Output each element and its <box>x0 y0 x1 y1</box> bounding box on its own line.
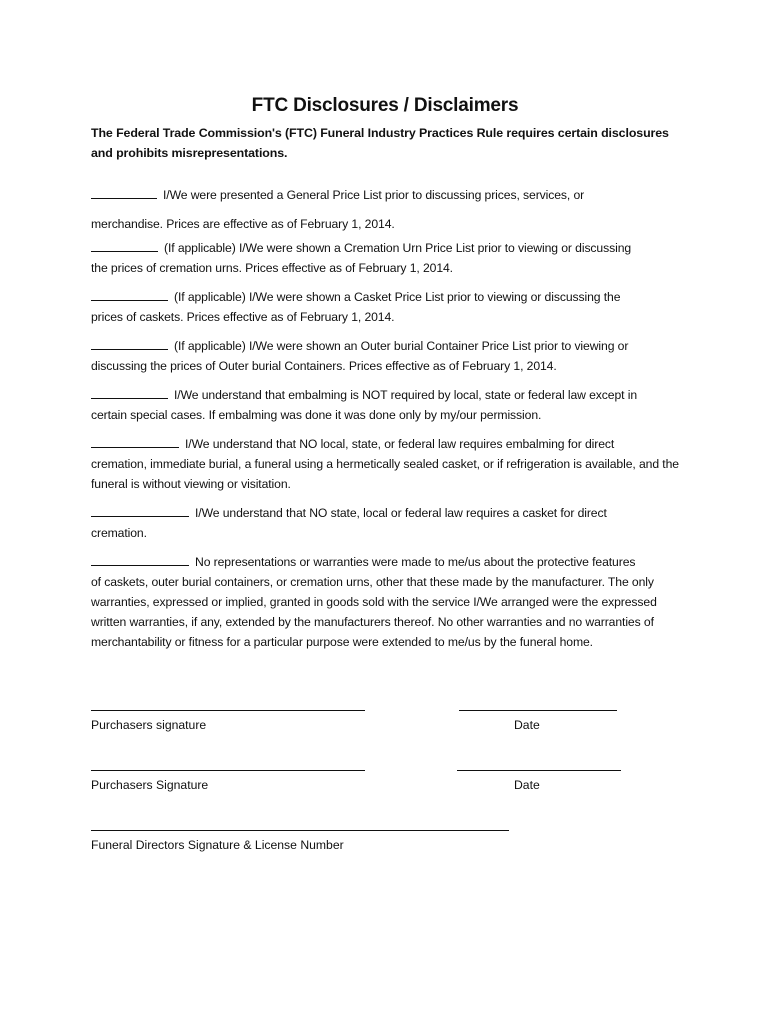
item-text-rest: cremation. <box>91 526 147 540</box>
date-line-1[interactable] <box>459 710 617 711</box>
disclosure-item-warranties <box>91 552 689 652</box>
item-text-line1: (If applicable) I/We were shown a Casket Price List prior to viewing or discussing the <box>174 290 621 304</box>
date-line-2[interactable] <box>457 770 621 771</box>
item-text-rest: certain special cases. If embalming was done it was done only by my/our permission. <box>91 408 542 422</box>
item-text-rest: merchandise. Prices are effective as of February 1, 2014. <box>91 217 395 231</box>
initials-blank[interactable] <box>91 336 168 350</box>
item-text-line1: (If applicable) I/We were shown a Cremation Urn Price List prior to viewing or discussing <box>164 241 632 255</box>
date-label-2: Date <box>514 778 540 792</box>
item-text-line1: I/We understand that NO state, local or federal law requires a casket for direct <box>195 506 607 520</box>
director-signature-line[interactable] <box>91 830 509 831</box>
page-title: FTC Disclosures / Disclaimers <box>251 95 519 116</box>
item-text-line1: No representations or warranties were made to me/us about the protective features <box>195 555 636 569</box>
intro-paragraph: The Federal Trade Commission's (FTC) Funeral Industry Practices Rule requires certain disclosures and prohibits misrepresentations. <box>91 126 669 160</box>
item-text-rest: discussing the prices of Outer burial Containers. Prices effective as of February 1, 2014. <box>91 359 557 373</box>
disclosure-item-casket <box>91 287 689 327</box>
initials-blank[interactable] <box>91 434 179 448</box>
item-text-line1: I/We understand that embalming is NOT required by local, state or federal law except in <box>174 388 638 402</box>
item-text-line1: I/We were presented a General Price List prior to discussing prices, services, or <box>163 188 585 202</box>
disclosure-item-embalming <box>91 385 689 425</box>
purchaser-signature-line-1[interactable] <box>91 710 365 711</box>
purchaser-signature-line-2[interactable] <box>91 770 365 771</box>
initials-blank[interactable] <box>91 287 168 301</box>
initials-blank[interactable] <box>91 238 158 252</box>
initials-blank[interactable] <box>91 503 189 517</box>
item-text-line1: (If applicable) I/We were shown an Outer burial Container Price List prior to viewing or <box>174 339 629 353</box>
item-text-line1: I/We understand that NO local, state, or federal law requires embalming for direct <box>185 437 615 451</box>
initials-blank[interactable] <box>91 552 189 566</box>
purchaser-signature-label-2: Purchasers Signature <box>91 778 209 792</box>
initials-blank[interactable] <box>91 385 168 399</box>
director-signature-label: Funeral Directors Signature & License Number <box>91 838 344 852</box>
disclosure-item-general-price-list <box>91 181 689 239</box>
purchaser-signature-label-1: Purchasers signature <box>91 718 207 732</box>
item-text-rest: of caskets, outer burial containers, or cremation urns, other that these made by the manufacturer. The only warranties, expressed or implied, granted in goods sold with the service I/We arranged were the expressed written warranties, if any, extended by the manufacturers thereof. No other warranties and no warranties of merchantability or fitness for a particular purpose were extended to me/us by the funeral home. <box>91 575 657 649</box>
disclosure-item-no-casket-law <box>91 503 689 543</box>
disclosure-item-outer-burial-container <box>91 336 689 376</box>
item-text-rest: the prices of cremation urns. Prices effective as of February 1, 2014. <box>91 261 453 275</box>
disclosure-item-no-embalming-law <box>91 434 689 494</box>
item-text-rest: prices of caskets. Prices effective as of February 1, 2014. <box>91 310 395 324</box>
date-label-1: Date <box>514 718 540 732</box>
item-text-rest: cremation, immediate burial, a funeral using a hermetically sealed casket, or if refrigeration is available, and the funeral is without viewing or visitation. <box>91 457 679 491</box>
disclosure-item-cremation-urn <box>91 238 689 278</box>
initials-blank[interactable] <box>91 185 157 199</box>
